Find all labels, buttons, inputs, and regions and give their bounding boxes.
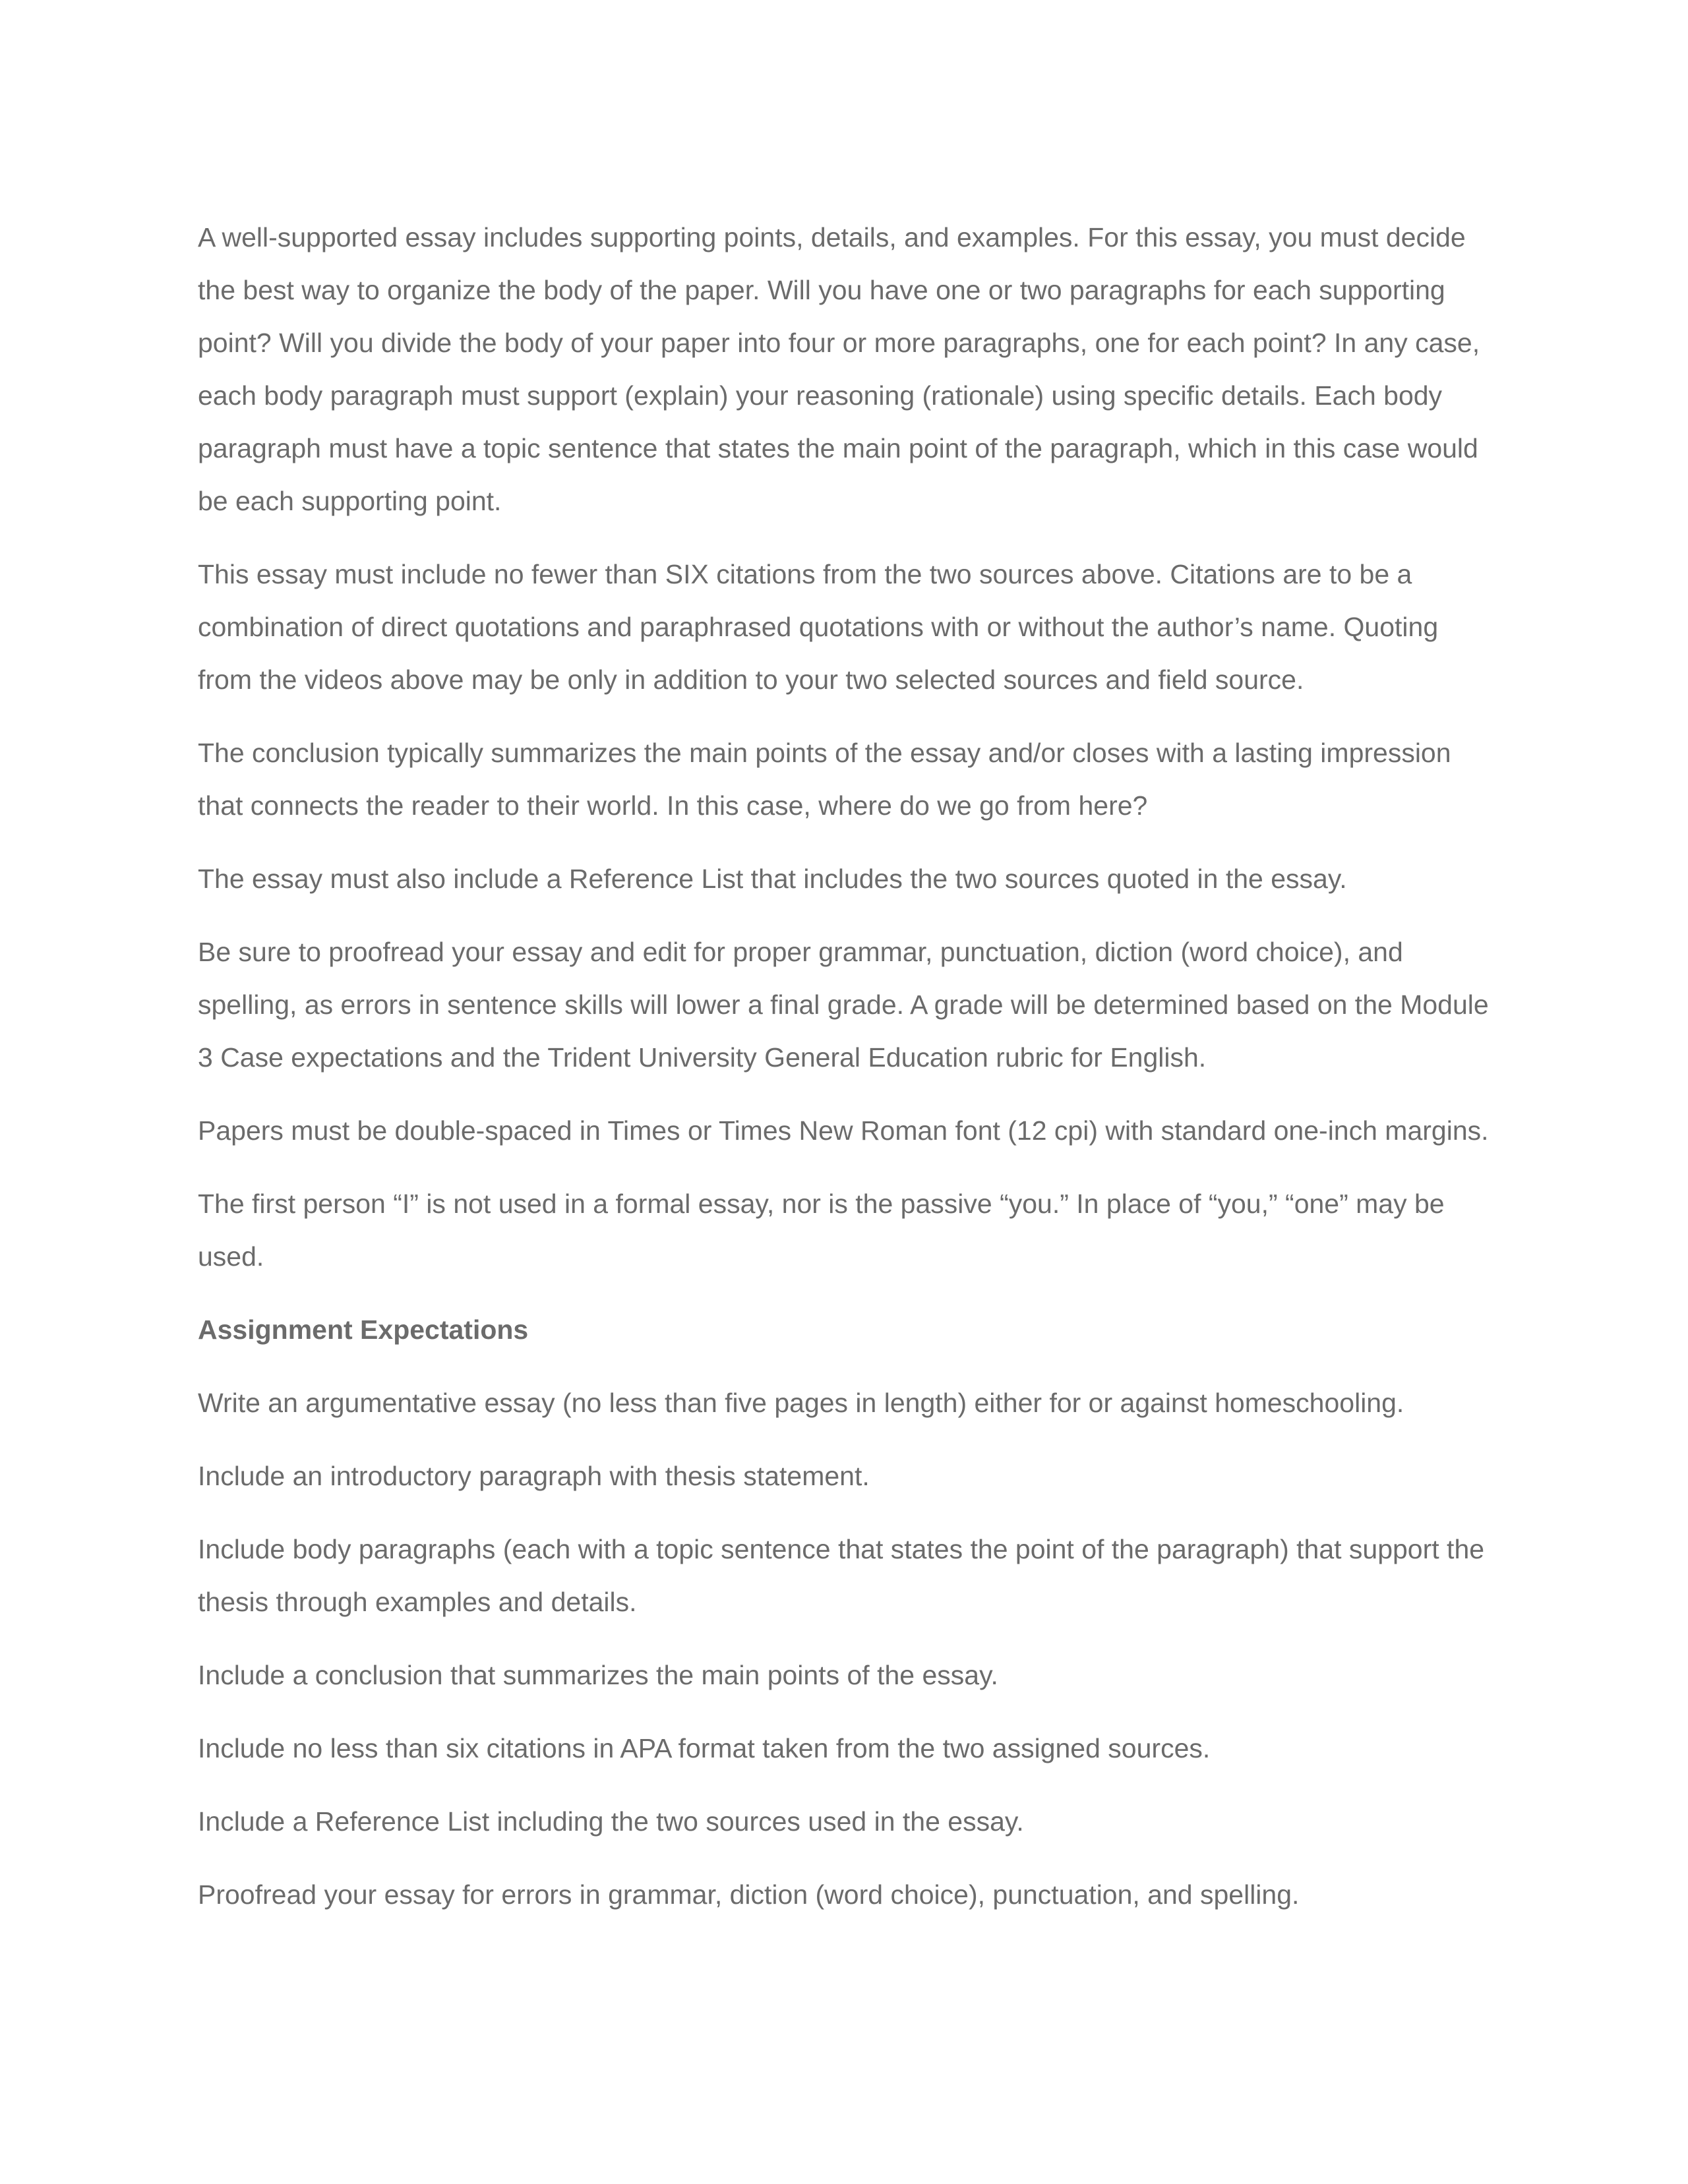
paragraph-reference-list: The essay must also include a Reference List that includes the two sources quoted in the essay. [198, 864, 1347, 894]
expectation-item: Include no less than six citations in APA format taken from the two assigned sources. [198, 1733, 1211, 1763]
paragraph-first-person: The first person “I” is not used in a formal essay, nor is the passive “you.” In place of “you,” “one” may be used. [198, 1189, 1445, 1272]
expectation-item: Include body paragraphs (each with a topic sentence that states the point of the paragraph) that support the thesis through examples and details. [198, 1534, 1485, 1617]
expectation-item: Write an argumentative essay (no less than five pages in length) either for or against homeschooling. [198, 1388, 1404, 1418]
expectation-item: Include an introductory paragraph with thesis statement. [198, 1461, 870, 1491]
expectation-item: Include a conclusion that summarizes the main points of the essay. [198, 1660, 998, 1690]
paragraph-organization: A well-supported essay includes supporting points, details, and examples. For this essay, you must decide the best way to organize the body of the paper. Will you have one or two paragraphs for each supporting point? Will you divide the body of your paper into four or more paragraphs, one for each point? In any case, each body paragraph must support (explain) your reasoning (rationale) using specific details. Each body paragraph must have a topic sentence that states the main point of the paragraph, which in this case would be each supporting point. [198, 222, 1480, 516]
document-body [198, 211, 1490, 1941]
expectation-item: Proofread your essay for errors in grammar, diction (word choice), punctuation, and spelling. [198, 1879, 1300, 1910]
expectation-item: Include a Reference List including the two sources used in the essay. [198, 1806, 1024, 1837]
paragraph-proofread: Be sure to proofread your essay and edit for proper grammar, punctuation, diction (word choice), and spelling, as errors in sentence skills will lower a final grade. A grade will be determined based on the Module 3 Case expectations and the Trident University General Education rubric for English. [198, 937, 1489, 1073]
paragraph-formatting: Papers must be double-spaced in Times or Times New Roman font (12 cpi) with standard one-inch margins. [198, 1115, 1489, 1146]
paragraph-citations: This essay must include no fewer than SIX citations from the two sources above. Citations are to be a combination of direct quotations and paraphrased quotations with or without the author’s name. Quoting from the videos above may be only in addition to your two selected sources and field source. [198, 559, 1439, 695]
paragraph-conclusion: The conclusion typically summarizes the main points of the essay and/or closes with a lasting impression that connects the reader to their world. In this case, where do we go from here? [198, 738, 1451, 821]
expectations-heading: Assignment Expectations [198, 1314, 529, 1345]
